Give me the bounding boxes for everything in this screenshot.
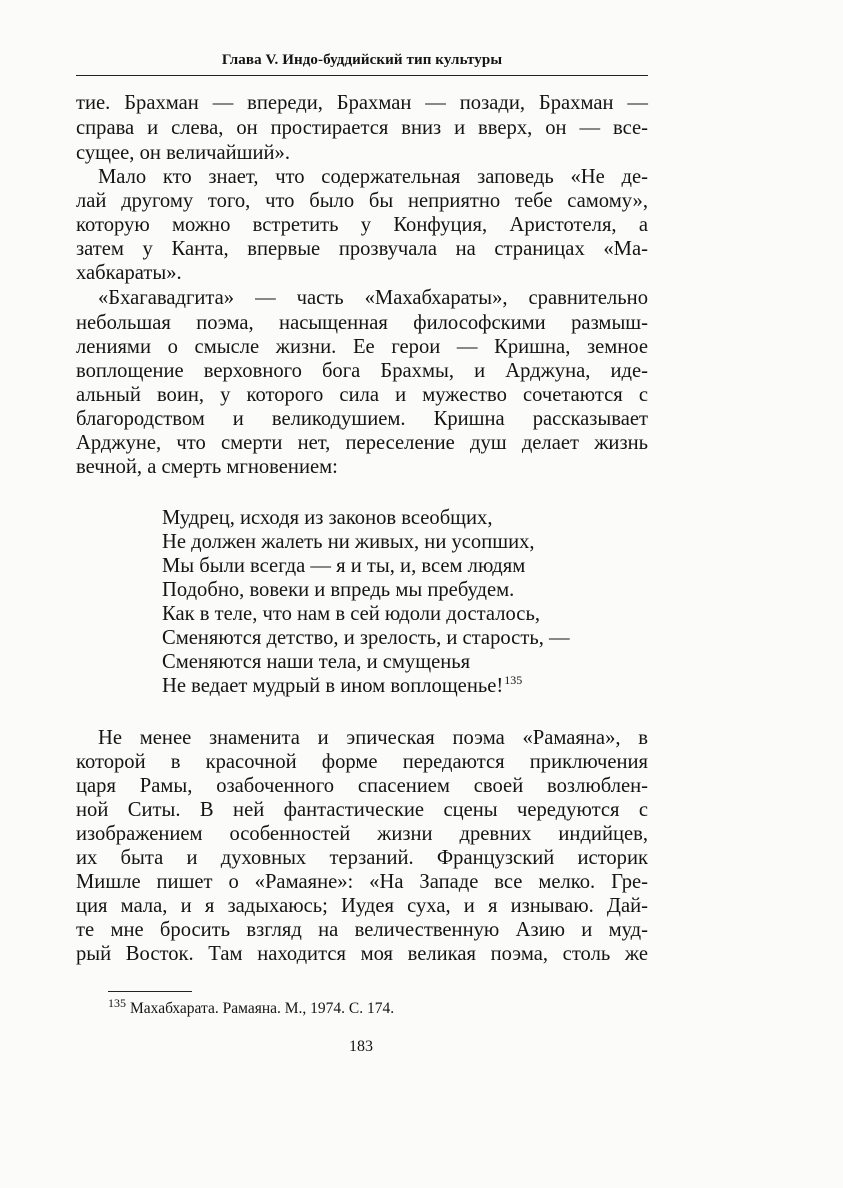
text-line: Мало кто знает, что содержательная заповедь «Не де- xyxy=(98,166,648,188)
text-line: «Бхагавадгита» — часть «Махабхараты», сравнительно xyxy=(98,287,648,309)
text-line: хабкараты». xyxy=(76,262,182,284)
text-line: царя Рамы, озабоченного спасением своей возлюблен- xyxy=(76,775,648,797)
page-number: 183 xyxy=(349,1038,373,1055)
text-line: Мишле пишет о «Рамаяне»: «На Западе все мелко. Гре- xyxy=(76,871,648,893)
verse-line: Мы были всегда — я и ты, и, всем людям xyxy=(162,555,526,577)
text-line: небольшая поэма, насыщенная философскими размыш- xyxy=(76,312,648,334)
verse-line: Мудрец, исходя из законов всеобщих, xyxy=(162,507,493,529)
text-line: их быта и духовных терзаний. Французский историк xyxy=(76,847,648,869)
text-line: лениями о смысле жизни. Ее герои — Кришна, земное xyxy=(76,336,648,358)
text-line: которую можно встретить у Конфуция, Аристотеля, а xyxy=(76,214,648,236)
text-line: ной Ситы. В ней фантастические сцены чередуются с xyxy=(76,799,648,821)
verse-line: Как в теле, что нам в сей юдоли досталось, xyxy=(162,603,540,625)
footnote xyxy=(108,998,394,1020)
text-line: те мне бросить взгляд на величественную Азию и муд- xyxy=(76,919,648,941)
footnote-number: 135 xyxy=(108,996,126,1010)
text-line: Арджуне, что смерти нет, переселение душ делает жизнь xyxy=(76,432,648,454)
verse-line-text: Не ведает мудрый в ином воплощенье! xyxy=(162,675,504,697)
text-line: ция мала, и я задыхаюсь; Иудея суха, и я изнываю. Дай- xyxy=(76,895,648,917)
running-head: Глава V. Индо-буддийский тип культуры xyxy=(221,52,503,68)
text-line: рый Восток. Там находится моя великая поэма, столь же xyxy=(76,943,648,965)
text-line: сущее, он величайший». xyxy=(76,142,290,164)
text-line: изображением особенностей жизни древних индийцев, xyxy=(76,823,648,845)
text-line: которой в красочной форме передаются приключения xyxy=(76,751,648,773)
text-line: лай другому того, что было бы неприятно тебе самому», xyxy=(76,190,648,212)
text-line: благородством и великодушием. Кришна рассказывает xyxy=(76,408,648,430)
text-line: справа и слева, он простирается вниз и вверх, он — все- xyxy=(76,117,648,139)
text-line: вечной, а смерть мгновением: xyxy=(76,456,338,478)
verse-line: Подобно, вовеки и впредь мы пребудем. xyxy=(162,579,515,601)
footnote-text: Махабхарата. Рамаяна. М., 1974. С. 174. xyxy=(130,1000,395,1017)
verse-line: Не должен жалеть ни живых, ни усопших, xyxy=(162,531,535,553)
footnote-reference: 135 xyxy=(504,673,523,687)
verse-line-last xyxy=(162,674,642,700)
verse-line: Сменяются наши тела, и смущенья xyxy=(162,651,471,673)
text-line: альный воин, у которого сила и мужество сочетаются с xyxy=(76,384,648,406)
text-line: воплощение верховного бога Брахмы, и Арджуна, иде- xyxy=(76,360,648,382)
text-line: затем у Канта, впервые прозвучала на страницах «Ма- xyxy=(76,238,648,260)
text-line: тие. Брахман — впереди, Брахман — позади, Брахман — xyxy=(76,92,648,114)
text-line: Не менее знаменита и эпическая поэма «Рамаяна», в xyxy=(98,727,648,749)
header-rule xyxy=(76,75,648,76)
verse-line: Сменяются детство, и зрелость, и старость, — xyxy=(162,627,570,649)
footnote-rule xyxy=(108,991,192,992)
